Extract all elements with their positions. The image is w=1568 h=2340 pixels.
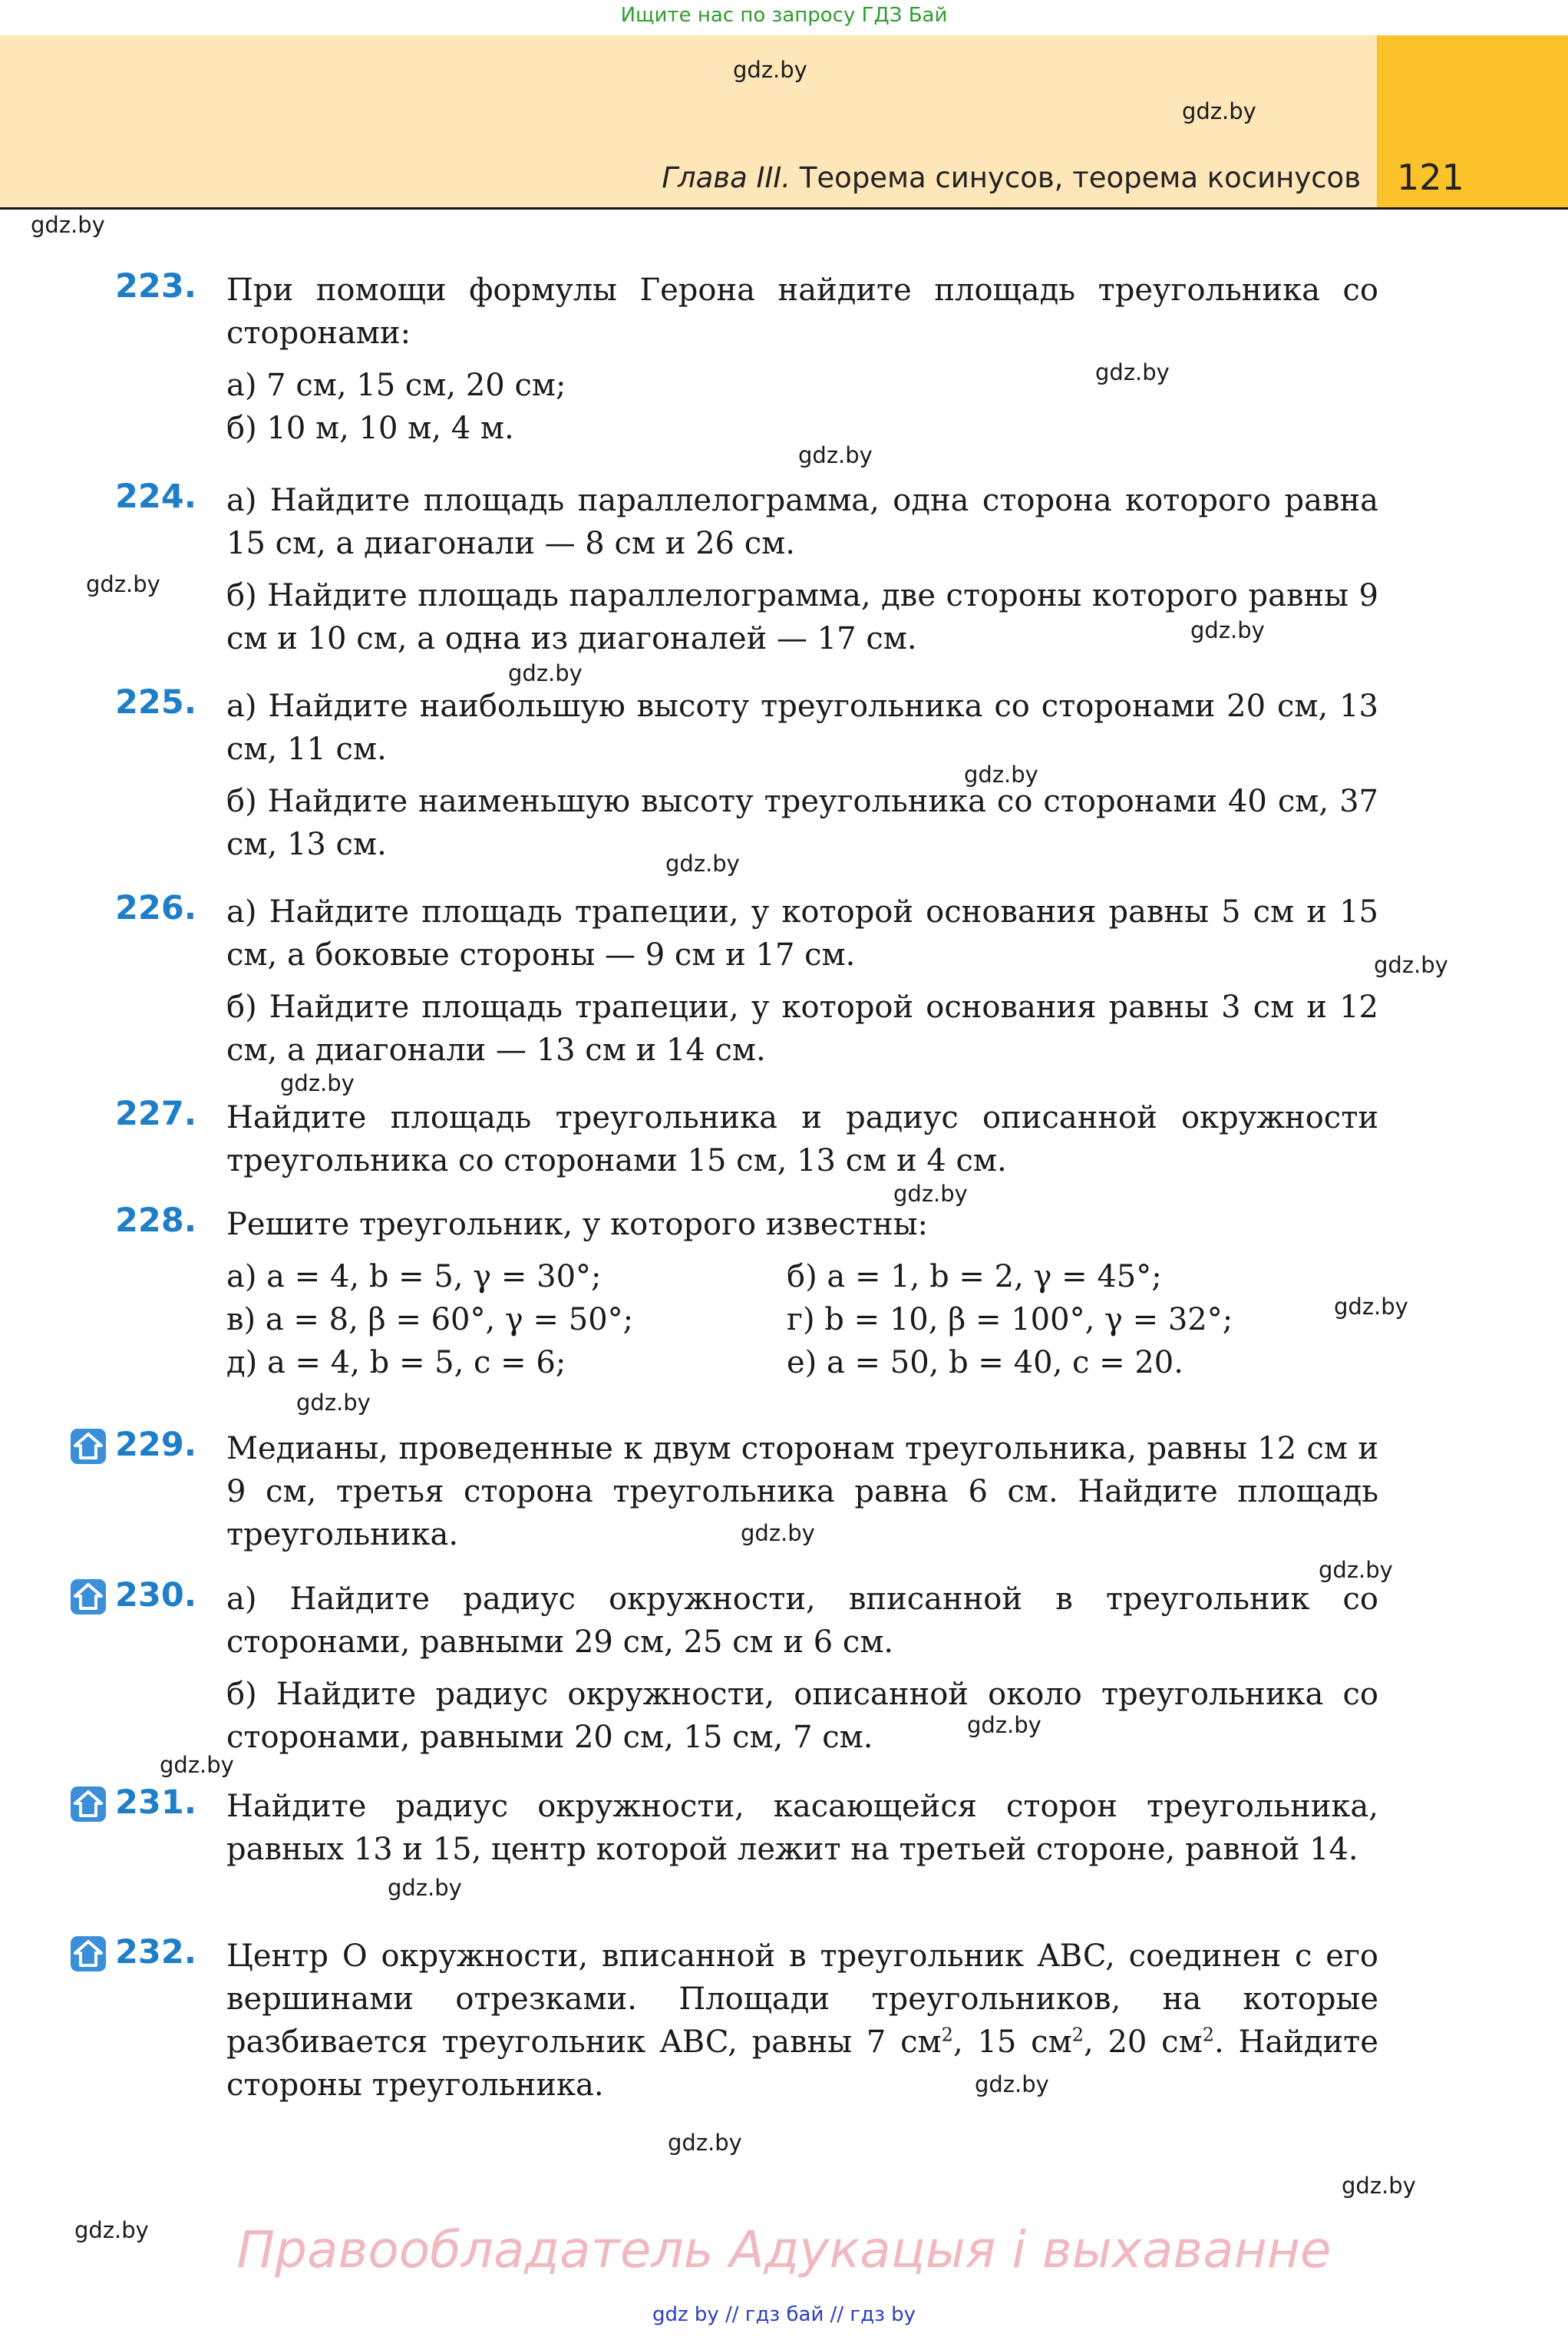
problem-number: 226. (115, 889, 197, 927)
house-up-arrow-icon (71, 1429, 106, 1464)
watermark: gdz.by (296, 1390, 371, 1416)
problem-part: б) Найдите наименьшую высоту треугольника со сторонами 40 см, 37 см, 13 см. (226, 784, 1378, 862)
problem-230 (115, 1578, 1378, 1768)
problem-part: а) Найдите наибольшую высоту треугольника со сторонами 20 см, 13 см, 11 см. (226, 689, 1378, 767)
top-note: Ищите нас по запросу ГДЗ Бай (620, 4, 948, 27)
problem-227 (115, 1096, 1378, 1191)
problem-part: а) Найдите площадь параллелограмма, одна сторона которого равна 15 см, а диагонали — 8 см и 26 см. (226, 483, 1378, 561)
watermark: gdz.by (964, 762, 1038, 788)
header-rule (0, 207, 1568, 210)
house-up-arrow-icon (71, 1936, 106, 1971)
problem-case: д) a = 4, b = 5, c = 6; (226, 1345, 566, 1380)
case-grid (226, 1255, 1378, 1384)
problem-case: в) a = 8, β = 60°, γ = 50°; (226, 1302, 634, 1337)
problem-232 (115, 1935, 1378, 2116)
house-up-arrow-icon (71, 1786, 106, 1822)
watermark: gdz.by (160, 1752, 234, 1778)
watermark: gdz.by (74, 2217, 149, 2243)
chapter-heading: Глава III. Теорема синусов, теорема косинусов (662, 161, 1361, 194)
problem-case: г) b = 10, β = 100°, γ = 32°; (787, 1302, 1233, 1337)
problem-number: 227. (115, 1095, 197, 1133)
problem-text: Найдите площадь треугольника и радиус описанной окружности треугольника со сторонами 15 см, 13 см и 4 см. (226, 1100, 1378, 1178)
watermark: gdz.by (798, 442, 873, 468)
footer-links: gdz by // гдз бай // гдз by (652, 2303, 916, 2326)
problem-part: а) Найдите радиус окружности, вписанной в треугольник со сторонами, равными 29 см, 25 см и 6 см. (226, 1581, 1378, 1660)
problem-number: 223. (115, 267, 197, 306)
problem-text: Центр O окружности, вписанной в треугольник ABC, соединен с его вершинами отрезками. Площади треугольников, на которые разбивается треугольник ABC, равны 7 $см^2$, 15 $см^2$, 20 $см^2$. Найдите стороны треугольника. (226, 1938, 1378, 2103)
watermark: gdz.by (508, 660, 583, 686)
problem-224 (115, 479, 1378, 669)
problem-number: 224. (115, 478, 197, 516)
problem-case: б) 10 м, 10 м, 4 м. (226, 411, 514, 446)
page-number: 121 (1397, 157, 1464, 198)
problem-part: б) Найдите площадь трапеции, у которой основания равны 3 см и 12 см, а диагонали — 13 см и 14 см. (226, 990, 1378, 1068)
problem-number: 228. (115, 1201, 197, 1240)
problem-226 (115, 891, 1378, 1081)
problem-number: 230. (115, 1576, 197, 1615)
watermark: gdz.by (741, 1520, 815, 1546)
problem-text: Решите треугольник, у которого известны: (226, 1207, 929, 1242)
problem-part: б) Найдите площадь параллелограмма, две стороны которого равны 9 см и 10 см, а одна из диагоналей — 17 см. (226, 578, 1378, 656)
problem-case: е) a = 50, b = 40, c = 20. (787, 1345, 1183, 1380)
watermark: gdz.by (733, 57, 807, 83)
problem-225 (115, 685, 1378, 875)
watermark: gdz.by (280, 1070, 355, 1096)
watermark: gdz.by (31, 212, 105, 238)
watermark: gdz.by (893, 1181, 968, 1207)
watermark: gdz.by (86, 571, 160, 597)
watermark: gdz.by (1334, 1294, 1408, 1320)
problem-part: б) Найдите радиус окружности, описанной около треугольника со сторонами, равными 20 см, 15 см, 7 см. (226, 1677, 1378, 1755)
problem-text: При помощи формулы Герона найдите площадь треугольника со сторонами: (226, 273, 1378, 351)
problem-text: Найдите радиус окружности, касающейся сторон треугольника, равных 13 и 15, центр которой лежит на третьей стороне, равной 14. (226, 1789, 1378, 1867)
watermark: gdz.by (1190, 617, 1265, 643)
problem-case: б) a = 1, b = 2, γ = 45°; (787, 1259, 1162, 1294)
problem-case: а) 7 см, 15 см, 20 см; (226, 368, 566, 403)
watermark: gdz.by (1342, 2173, 1416, 2199)
watermark: gdz.by (967, 1712, 1041, 1738)
problem-case: а) a = 4, b = 5, γ = 30°; (226, 1259, 602, 1294)
watermark: gdz.by (388, 1875, 462, 1901)
problem-229 (115, 1427, 1378, 1565)
watermark: gdz.by (1182, 98, 1256, 124)
house-up-arrow-icon (71, 1579, 106, 1615)
problem-number: 225. (115, 683, 197, 722)
problem-number: 232. (115, 1933, 197, 1971)
problem-number: 231. (115, 1783, 197, 1822)
watermark: gdz.by (668, 2130, 742, 2156)
watermark: gdz.by (1095, 359, 1170, 385)
watermark: gdz.by (665, 851, 740, 877)
watermark: gdz.by (975, 2071, 1049, 2097)
watermark: gdz.by (1319, 1557, 1393, 1583)
problem-number: 229. (115, 1426, 197, 1464)
problem-228 (115, 1203, 1378, 1384)
problem-231 (115, 1785, 1378, 1880)
problem-223 (115, 269, 1378, 459)
copyright-notice: Правообладатель Адукацыя і выхаванне (236, 2220, 1332, 2279)
problem-text: Медианы, проведенные к двум сторонам треугольника, равны 12 см и 9 см, третья сторона треугольника равна 6 см. Найдите площадь треугольника. (226, 1431, 1378, 1552)
watermark: gdz.by (1374, 952, 1448, 978)
problem-part: а) Найдите площадь трапеции, у которой основания равны 5 см и 15 см, а боковые стороны — 9 см и 17 см. (226, 894, 1378, 973)
